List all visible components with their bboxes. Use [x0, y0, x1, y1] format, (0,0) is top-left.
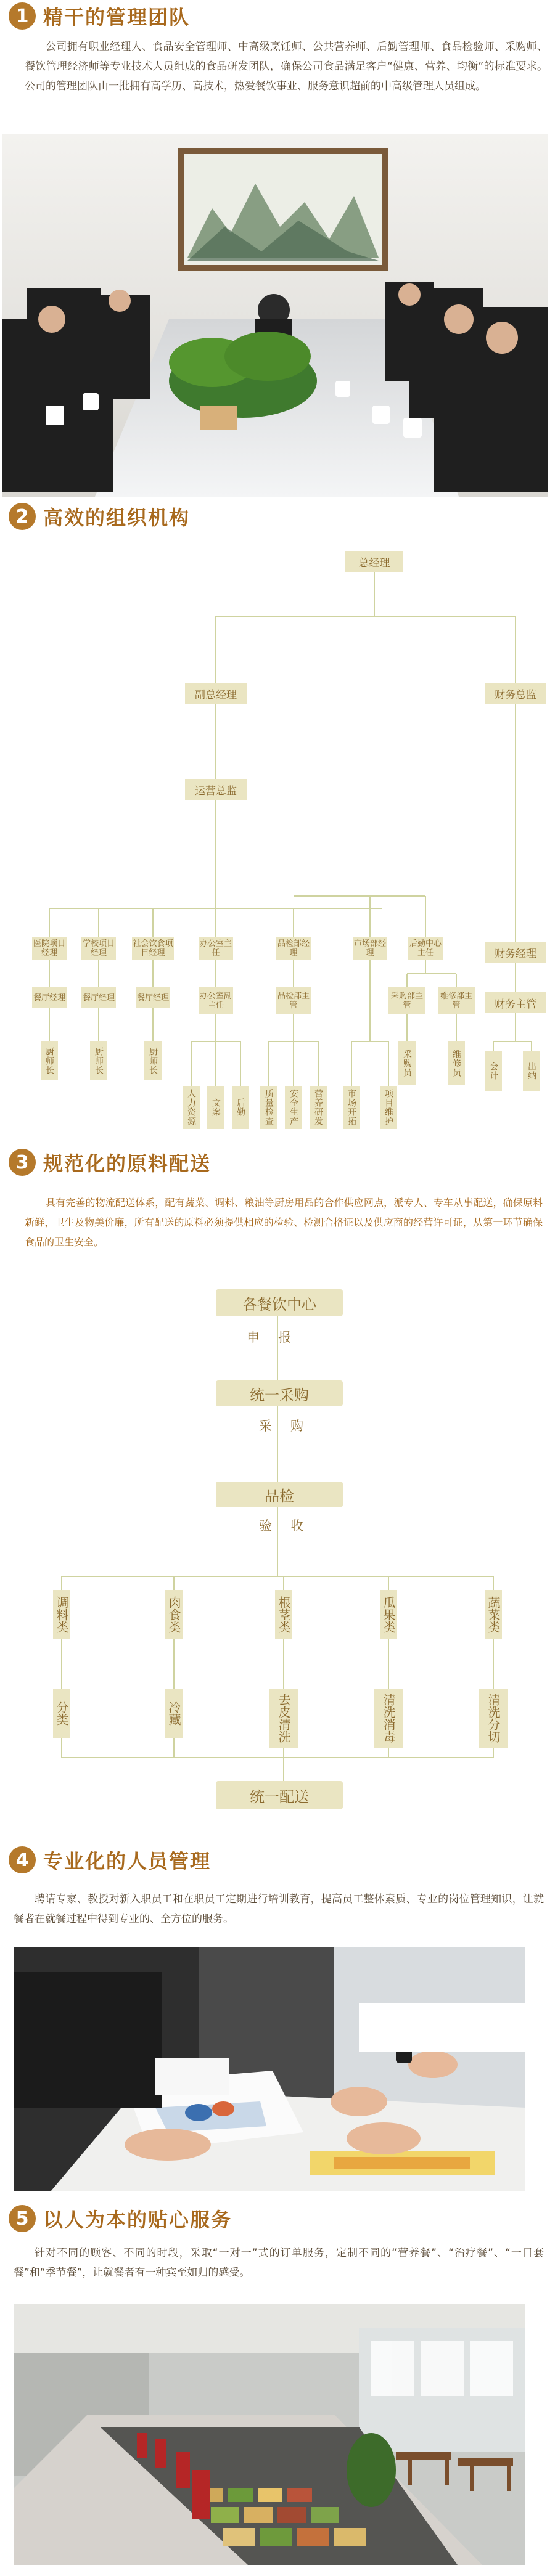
flow-note-3: 验收 — [259, 1518, 322, 1533]
org-unit-social: 社会饮食项目经理 — [132, 937, 174, 960]
section-title: 以人为本的贴心服务 — [43, 2208, 232, 2232]
org-unit-social-mgr: 餐厅经理 — [136, 987, 170, 1008]
org-quality: 品检部经理 — [276, 937, 311, 960]
org-unit-hospital-staff: 厨师长 — [41, 1041, 58, 1080]
org-market-staff-1: 项目维护 — [380, 1086, 397, 1129]
flow-end: 统一配送 — [216, 1781, 343, 1809]
team-hands-photo-icon — [14, 1947, 525, 2191]
flow-cat-0: 调料类 — [53, 1590, 70, 1639]
section-number: 5 — [9, 2205, 36, 2232]
flow-note-1: 申报 — [247, 1330, 310, 1345]
flow-cat-2: 根茎类 — [275, 1590, 292, 1639]
section5-header — [9, 2203, 232, 2235]
org-unit-hospital: 医院项目经理 — [32, 937, 67, 960]
org-unit-school-staff: 厨师长 — [90, 1041, 107, 1080]
org-finance-supervisor: 财务主管 — [485, 992, 546, 1013]
flow-cat-4: 蔬菜类 — [485, 1590, 502, 1639]
org-gm: 总经理 — [345, 551, 403, 572]
section-number: 3 — [9, 1149, 36, 1176]
org-unit-school: 学校项目经理 — [81, 937, 116, 960]
team-hands-photo — [14, 1947, 525, 2191]
flow-proc-1: 冷藏 — [165, 1689, 183, 1738]
section-title: 精干的管理团队 — [43, 6, 191, 29]
flow-proc-2: 去皮清洗 — [269, 1689, 298, 1748]
section4-header — [9, 1844, 211, 1876]
section3-text: 具有完善的物流配送体系，配有蔬菜、调料、粮油等厨房用品的合作供应网点，派专人、专车从事配送，确保原料新鲜，卫生及物美价廉，所有配送的原料必须提供相应的检验、检测合格证以及供应商的经营许可证，从第一环节确保食品的卫生安全。 — [25, 1197, 543, 1248]
org-unit-school-mgr: 餐厅经理 — [81, 987, 116, 1008]
org-office-staff-1: 文案 — [207, 1086, 224, 1129]
org-logistics-staff-0: 采购员 — [398, 1041, 416, 1085]
flow-cat-3: 瓜果类 — [380, 1590, 397, 1639]
org-finance-head: 财务总监 — [485, 683, 546, 704]
flow-note-2: 采购 — [259, 1419, 322, 1433]
org-deputy: 副总经理 — [185, 683, 247, 704]
org-logistics-sub-0: 采购部主管 — [388, 987, 426, 1014]
section1-text: 公司拥有职业经理人、食品安全管理师、中高级烹饪师、公共营养师、后勤管理师、食品检验师、采购师、餐饮管理经济师等专业技术人员组成的食品研发团队，确保公司食品满足客户“健康、营养、均衡”的标准要求。公司的管理团队由一批拥有高学历、高技术，热爱餐饮事业、服务意识超前的中高级管理人员组成。 — [25, 41, 548, 92]
section-title: 高效的组织机构 — [43, 506, 191, 529]
org-office-staff-0: 人力资源 — [183, 1086, 200, 1129]
flow-proc-4: 清洗分切 — [479, 1689, 508, 1748]
org-logistics-staff-1: 维修员 — [448, 1041, 465, 1085]
canteen-photo-icon — [14, 2304, 525, 2565]
org-finance-mgr: 财务经理 — [485, 942, 546, 963]
flow-proc-0: 分类 — [53, 1689, 70, 1738]
flow-proc-3: 清洗消毒 — [374, 1689, 403, 1748]
org-market-staff-0: 市场开拓 — [343, 1086, 360, 1129]
flow-purchase: 统一采购 — [216, 1380, 343, 1406]
org-quality-staff-0: 质量检查 — [260, 1086, 278, 1129]
org-market: 市场部经理 — [353, 937, 387, 960]
org-cashier: 出纳 — [523, 1051, 540, 1091]
canteen-photo — [14, 2304, 525, 2565]
section-title: 规范化的原料配送 — [43, 1152, 212, 1175]
flow-start: 各餐饮中心 — [216, 1289, 343, 1316]
org-quality-sub: 品检部主管 — [276, 987, 311, 1014]
org-office-sub: 办公室副主任 — [199, 987, 233, 1014]
section5-text: 针对不同的顾客、不同的时段，采取“一对一”式的订单服务，定制不同的“营养餐”、“治疗餐”、“一日套餐”和“季节餐”，让就餐者有一种宾至如归的感受。 — [14, 2247, 544, 2279]
org-logistics: 后勤中心主任 — [408, 937, 443, 960]
org-office: 办公室主任 — [199, 937, 233, 960]
org-quality-staff-2: 营养研发 — [310, 1086, 327, 1129]
org-accountant: 会计 — [485, 1051, 502, 1091]
flow-inspect: 品检 — [216, 1482, 343, 1507]
section-title: 专业化的人员管理 — [43, 1849, 212, 1873]
org-quality-staff-1: 安全生产 — [285, 1086, 302, 1129]
section-number: 2 — [9, 503, 36, 530]
org-office-staff-2: 后勤 — [232, 1086, 249, 1129]
section-number: 4 — [9, 1846, 36, 1873]
org-unit-social-staff: 厨师长 — [144, 1041, 162, 1080]
org-unit-hospital-mgr: 餐厅经理 — [32, 987, 67, 1008]
org-ops: 运营总监 — [185, 779, 247, 800]
org-logistics-sub-1: 维修部主管 — [438, 987, 475, 1014]
flow-cat-1: 肉食类 — [165, 1590, 183, 1639]
section4-text: 聘请专家、教授对新入职员工和在职员工定期进行培训教育，提高员工整体素质、专业的岗位管理知识，让就餐者在就餐过程中得到专业的、全方位的服务。 — [14, 1893, 544, 1925]
section-number: 1 — [9, 2, 36, 30]
